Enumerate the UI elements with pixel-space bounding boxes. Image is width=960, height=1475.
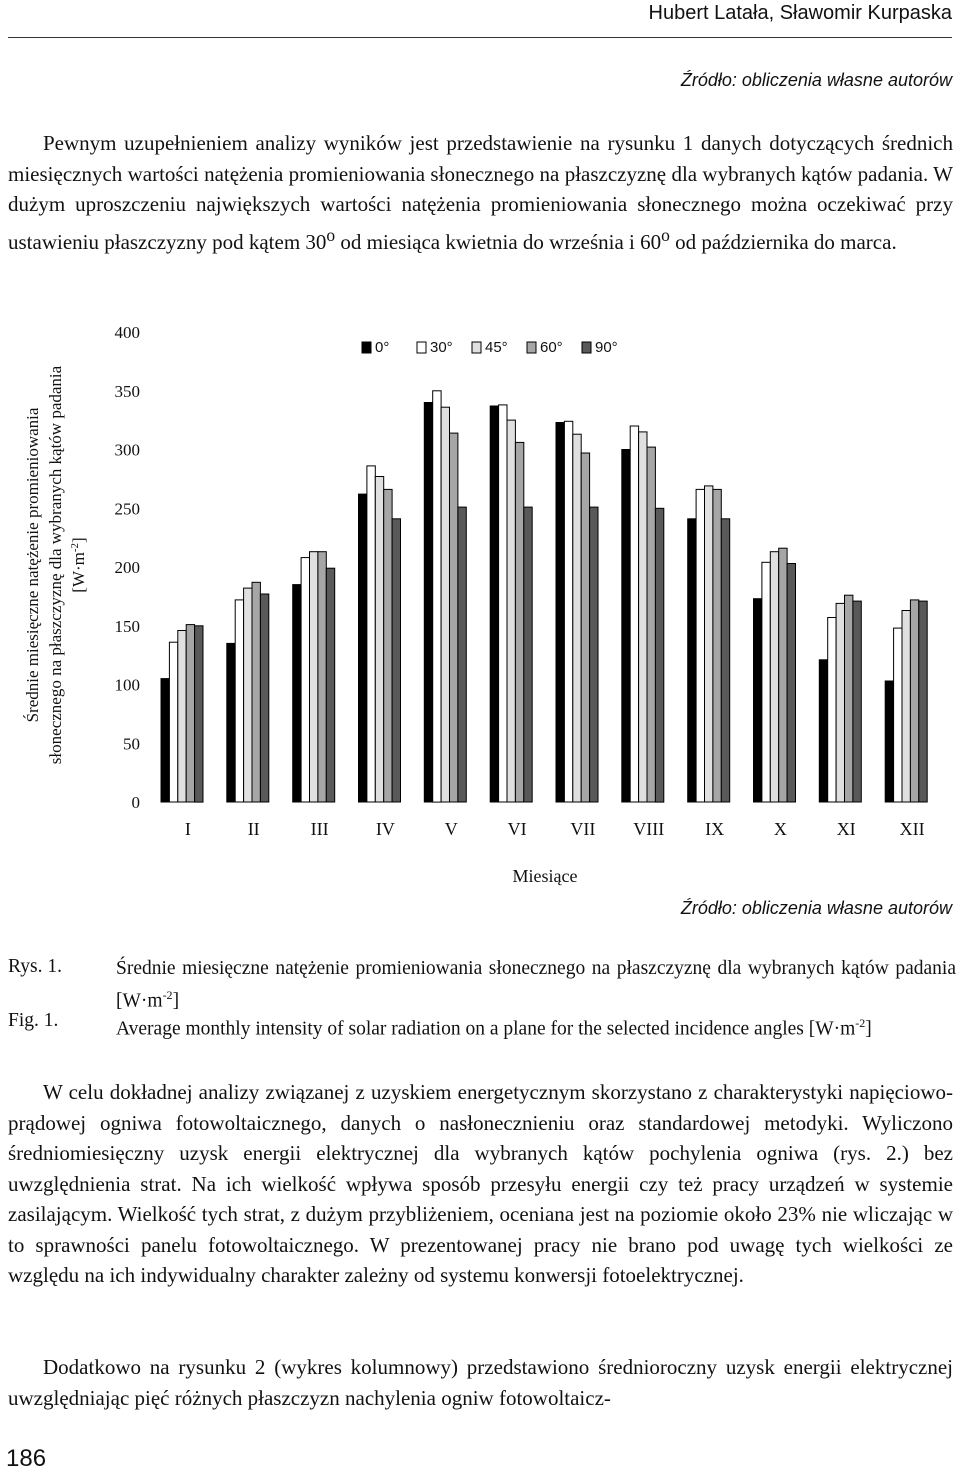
source-note-bottom: Źródło: obliczenia własne autorów [680,898,952,918]
legend-swatch [527,342,536,353]
bar [836,603,844,802]
bar [252,582,260,802]
legend-label: 45° [485,339,508,356]
bar [713,489,721,802]
y-axis-title-sup: -2 [69,542,81,553]
bar [564,421,572,802]
bar [639,432,647,802]
paragraph-1-text-b: od miesiąca kwietnia do września i 60 [335,229,662,254]
bar [705,486,713,802]
bar [819,660,827,802]
y-tick-label: 50 [123,734,140,754]
y-tick-label: 300 [114,440,140,460]
paragraph-2: W celu dokładnej analizy związanej z uzyskiem energetycznym skorzystano z charakterystyki napięciowo-prądowej ogniwa fotowoltaicznego, danych o nasłonecznieniu oraz standardowej metodyki. Wyliczono średniomiesięczny uzysk energii elektrycznej dla wybranych kątów pochylenia ogniwa (rys. 2.) bez uwzględnienia strat. Na ich wielkość wpływa sposób przesyłu energii czy też pracy urządzeń w systemie zasilającym. Wielkość tych strat, z dużym przybliżeniem, oceniana jest na poziomie około 23% nie wliczając w to sprawności panelu fotowoltaicznego. W prezentowanej pracy nie brano pod uwagę tych wielkości ze względu na ich indywidualny charakter zależny od systemu konwersji fotoelektrycznej. [8,1080,953,1287]
bar [186,625,194,802]
bar [392,519,400,802]
caption-pl-text-b: ] [172,990,180,1012]
caption-en-sup: -2 [855,1016,866,1030]
y-axis-title-line-1: Średnie miesięczne natężenie promieniowania [23,407,42,723]
y-tick-label: 100 [114,675,140,695]
caption-label-en: Fig. 1. [8,1010,59,1031]
x-tick-label: III [310,819,329,839]
bar [318,552,326,802]
y-axis-title-unit: [W·m [69,552,88,593]
radiation-bar-chart [0,320,960,900]
legend-swatch [362,342,371,353]
x-tick-label: VI [507,819,527,839]
bar [161,679,169,802]
bar [902,611,910,803]
bar [894,628,902,802]
caption-label-pl: Rys. 1. [8,956,62,977]
x-axis-title: Miesiące [512,866,578,886]
caption-text-en [116,1010,956,1043]
bar [507,420,515,802]
x-tick-label: XII [899,819,925,839]
paragraph-1-text-c: od października do marca. [669,229,897,254]
bar [524,507,532,802]
bar-group [885,600,927,802]
bar [450,433,458,802]
bar [169,642,177,802]
bar [375,477,383,803]
bar-groups [161,391,927,802]
bar [359,494,367,802]
caption-pl-sup: -2 [162,988,173,1002]
legend-item [362,339,389,356]
x-tick-label: XI [836,819,856,839]
bar [515,442,523,802]
legend-swatch [582,342,591,353]
bar [260,594,268,802]
source-note-top: Źródło: obliczenia własne autorów [680,70,952,90]
bar [630,426,638,802]
x-tick-label: IV [375,819,395,839]
bar [721,519,729,802]
y-axis-title [23,365,88,764]
bar [688,519,696,802]
page-number: 186 [6,1445,47,1472]
y-tick-label: 400 [114,323,140,342]
bar [770,552,778,802]
bar [367,466,375,802]
bar [655,508,663,802]
bar [178,631,186,803]
legend-item [527,339,563,356]
bar [499,405,507,802]
chart-legend [362,339,618,356]
degree-sup-1: o [326,224,336,245]
bar-group [424,391,466,802]
x-tick-label: IX [705,819,725,839]
y-tick-labels [115,323,141,812]
bar [227,643,235,802]
header-rule [8,37,952,38]
bar [458,507,466,802]
bar-group [556,421,598,802]
caption-pl-text-a: Średnie miesięczne natężenie promieniowania słonecznego na płaszczyznę dla wybranych kątów padania [W·m [116,958,956,1012]
bar [424,403,432,803]
caption-en-text-a: Average monthly intensity of solar radiation on a plane for the selected incidence angles [W·m [116,1018,856,1040]
bar [556,423,564,803]
bar [696,489,704,802]
bar-group [293,552,335,802]
bar [581,453,589,802]
y-tick-label: 150 [114,616,140,636]
y-axis-title-line-2: słonecznego na płaszczyznę dla wybranych kątów padania [46,365,65,765]
y-tick-label: 200 [114,558,140,577]
bar [301,558,309,802]
degree-sup-2: o [661,224,670,245]
bar [828,618,836,803]
paragraph-1 [8,128,953,257]
bar [244,588,252,802]
bar [885,681,893,802]
y-tick-label: 0 [131,793,140,812]
bar [910,600,918,802]
bar [919,601,927,802]
bar [622,450,630,803]
legend-label: 90° [595,339,618,356]
legend-label: 30° [430,339,453,356]
running-header-authors: Hubert Latała, Sławomir Kurpaska [648,2,952,24]
bar [779,548,787,802]
bar [326,568,334,802]
bar-group [359,466,401,802]
bar [845,595,853,802]
bar-group [622,426,664,802]
bar [433,391,441,802]
bar [490,406,498,802]
bar [590,507,598,802]
bar [235,600,243,802]
bar-group [819,595,861,802]
paragraph-3: Dodatkowo na rysunku 2 (wykres kolumnowy) przedstawiono średnioroczny uzysk energii elektrycznej uwzględniając pięć różnych płaszczyzn nachylenia ogniw fotowoltaicz- [8,1355,953,1410]
caption-text-pl [116,956,956,1015]
bar [310,552,318,802]
bar-group [754,548,796,802]
legend-swatch [472,342,481,353]
legend-item [582,339,618,356]
legend-item [417,339,453,356]
legend-label: 0° [375,339,390,356]
legend-item [472,339,508,356]
x-tick-label: I [184,819,191,839]
y-axis-title-line-3 [69,537,88,592]
legend-swatch [417,342,426,353]
bar-group [161,625,203,803]
y-axis-title-close: ] [69,537,88,543]
bar [573,434,581,802]
bar-group [227,582,269,802]
bar [647,447,655,802]
x-tick-label: VII [570,819,596,839]
caption-en-text-b: ] [865,1018,872,1040]
bar [762,562,770,802]
x-tick-label: V [444,819,458,839]
bar [853,601,861,802]
x-tick-label: II [247,819,260,839]
bar [195,626,203,802]
bar [384,489,392,802]
legend-label: 60° [540,339,563,356]
bar [441,407,449,802]
x-tick-label: VIII [633,819,665,839]
x-tick-labels [185,819,925,839]
bar [293,585,301,802]
y-tick-label: 350 [114,381,140,401]
paragraph-1-text-a: Pewnym uzupełnieniem analizy wyników jest przedstawienie na rysunku 1 danych dotyczących średnich miesięcznych wartości natężenia promieniowania słonecznego na płaszczyznę dla wybranych kątów padania. W dużym uproszczeniu największych wartości natężenia promieniowania słonecznego można oczekiwać przy ustawieniu płaszczyzny pod kątem 30 [8,131,953,254]
y-tick-label: 250 [114,499,140,519]
bar [754,599,762,802]
bar-group [688,486,730,802]
bar [787,564,795,803]
bar-group [490,405,532,802]
x-tick-label: X [773,819,787,839]
